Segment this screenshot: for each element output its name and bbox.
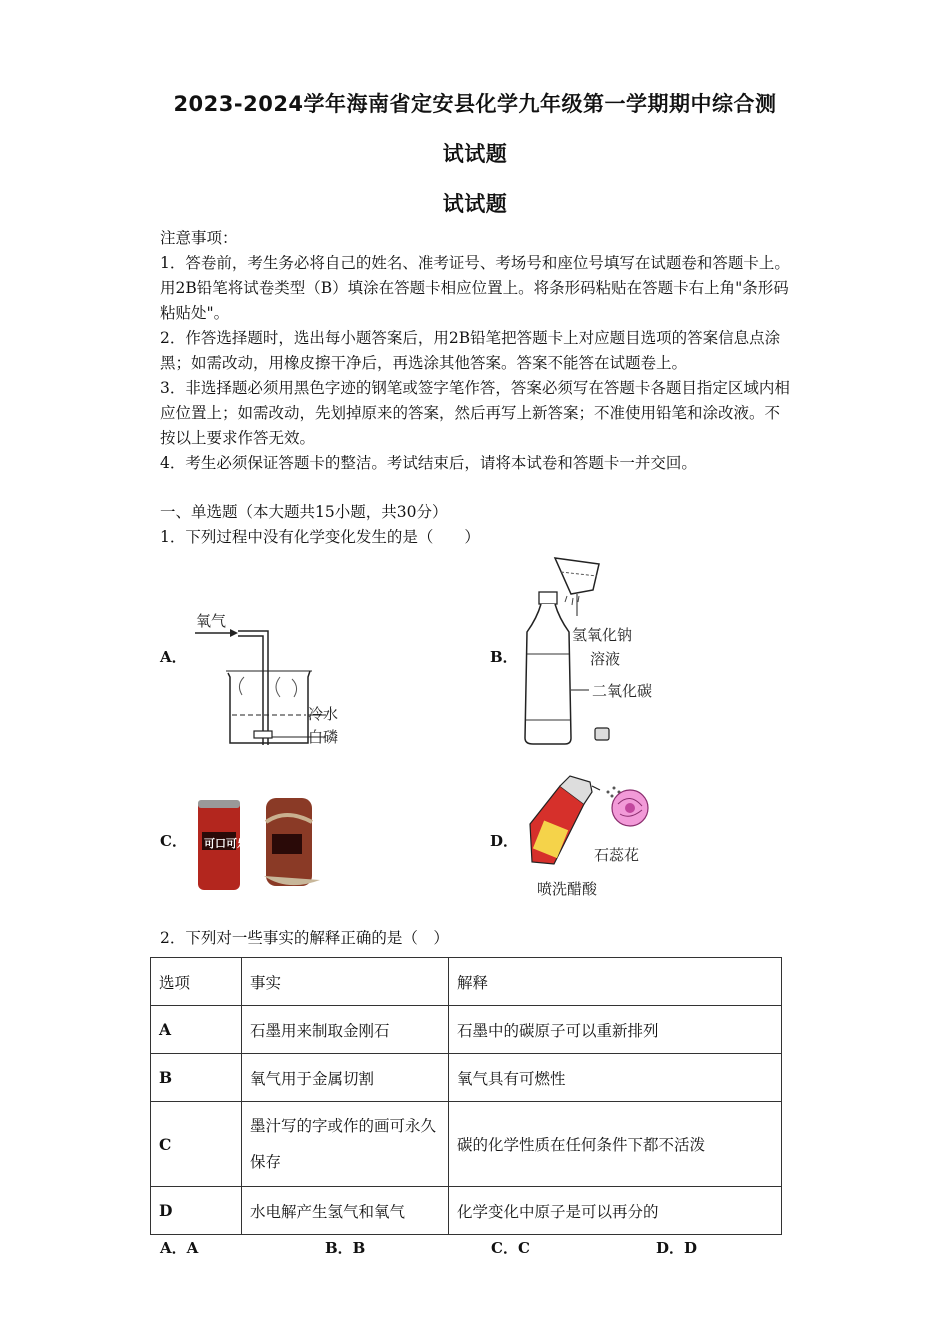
table-cell: 墨汁写的字或作的画可永久保存 [242, 1102, 449, 1187]
table-row [151, 1102, 782, 1187]
label-spray-vinegar: 喷洗醋酸 [537, 880, 598, 898]
section-title: 一、单选题（本大题共15小题，共30分） [160, 503, 448, 521]
table-cell: 石墨中的碳原子可以重新排列 [449, 1006, 782, 1054]
cola-can-text: 可口可乐 [204, 837, 248, 850]
label-oxygen: 氧气 [196, 612, 227, 630]
q1-option-b-label: B． [490, 648, 518, 666]
q2-table [150, 957, 782, 1235]
q1-option-d-label: D． [490, 832, 519, 850]
table-header-row [151, 958, 782, 1006]
table-cell: A [151, 1006, 242, 1054]
table-cell: 碳的化学性质在任何条件下都不活泼 [449, 1102, 782, 1187]
table-row [151, 1054, 782, 1102]
label-cold-water: 冷水 [308, 705, 339, 723]
q2-stem: 2．下列对一些事实的解释正确的是（ ） [160, 929, 449, 947]
table-cell: B [151, 1054, 242, 1102]
label-litmus-flower: 石蕊花 [594, 846, 640, 864]
table-cell: 氧气具有可燃性 [449, 1054, 782, 1102]
label-solution: 溶液 [590, 650, 621, 668]
table-row [151, 1187, 782, 1235]
table-cell: C [151, 1102, 242, 1187]
table-cell: 氧气用于金属切割 [242, 1054, 449, 1102]
notice-item: 1．答卷前，考生务必将自己的姓名、准考证号、考场号和座位号填写在试题卷和答题卡上。用2B铅笔将试卷类型（B）填涂在答题卡相应位置上。将条形码粘贴在答题卡右上角"条形码粘贴处"。 [160, 254, 790, 322]
exam-title-line1: 2023-2024学年海南省定安县化学九年级第一学期期中综合测 [173, 92, 777, 116]
notice-item: 3．非选择题必须用黑色字迹的钢笔或签字笔作答，答案必须写在答题卡各题目指定区域内相应位置上；如需改动，先划掉原来的答案，然后再写上新答案；不准使用铅笔和涂改液。不按以上要求作答无效。 [160, 379, 790, 447]
notice-item: 2．作答选择题时，选出每小题答案后，用2B铅笔把答题卡上对应题目选项的答案信息点涂黑；如需改动，用橡皮擦干净后，再选涂其他答案。答案不能答在试题卷上。 [160, 329, 781, 372]
table-header-cell: 选项 [151, 958, 242, 1006]
label-white-phosphorus: 白磷 [308, 728, 339, 746]
table-cell: D [151, 1187, 242, 1235]
label-co2: 二氧化碳 [592, 682, 653, 700]
notice-block [160, 226, 792, 476]
table-cell: 石墨用来制取金刚石 [242, 1006, 449, 1054]
q1-stem: 1．下列过程中没有化学变化发生的是（ ） [160, 528, 480, 546]
q2-option-b: B．B [325, 1239, 366, 1257]
notice-heading: 注意事项： [160, 229, 238, 247]
label-naoh: 氢氧化钠 [572, 626, 633, 644]
notice-item: 4．考生必须保证答题卡的整洁。考试结束后，请将本试卷和答题卡一并交回。 [160, 454, 697, 472]
table-header-cell: 解释 [449, 958, 782, 1006]
table-cell: 化学变化中原子是可以再分的 [449, 1187, 782, 1235]
exam-title-line3: 试试题 [442, 192, 508, 216]
q1-option-a-label: A． [160, 648, 187, 666]
table-cell: 水电解产生氢气和氧气 [242, 1187, 449, 1235]
q2-option-a: A．A [160, 1239, 199, 1257]
q2-option-d: D．D [656, 1239, 698, 1257]
table-row [151, 1006, 782, 1054]
table-header-cell: 事实 [242, 958, 449, 1006]
exam-title-line2: 试试题 [442, 142, 508, 166]
q2-option-c: C．C [491, 1239, 530, 1257]
q1-option-c-label: C． [160, 832, 187, 850]
